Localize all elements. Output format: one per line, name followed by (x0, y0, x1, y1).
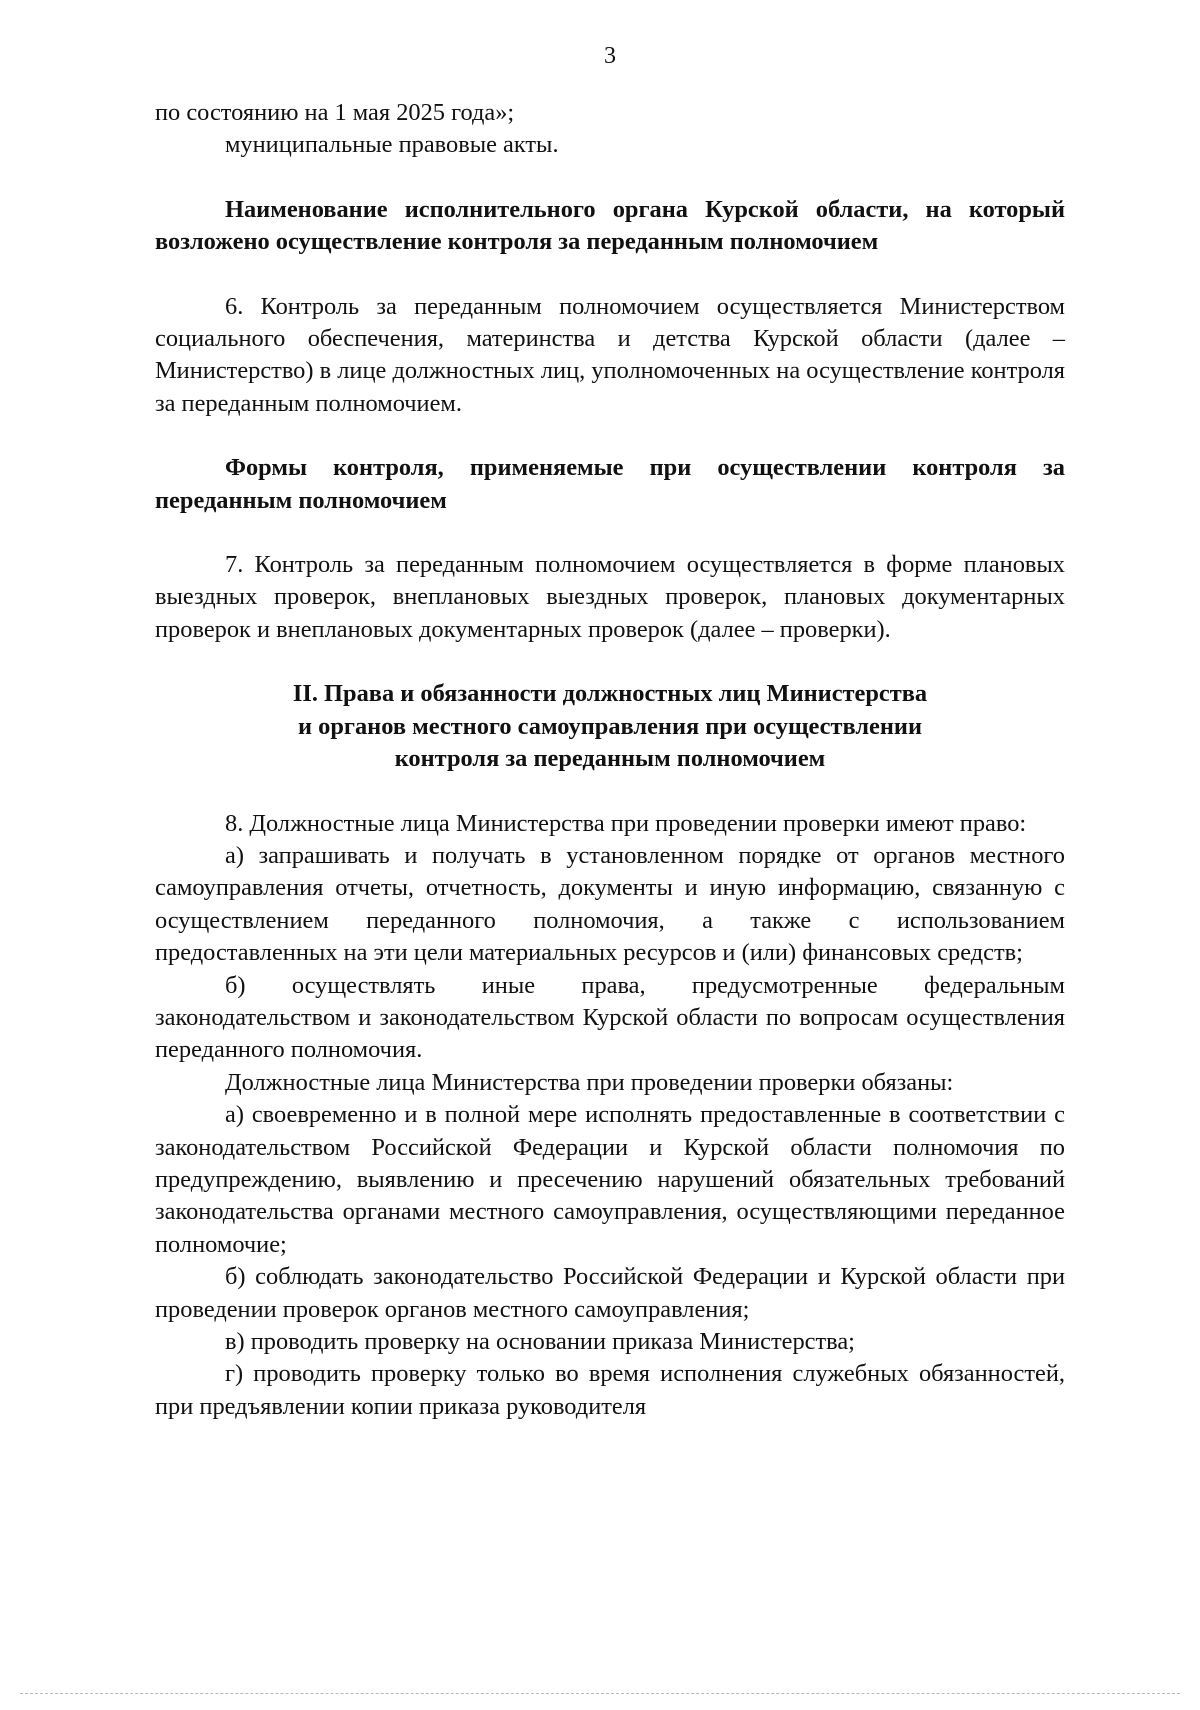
section-heading-line-3: контроля за переданным полномочием (394, 745, 826, 773)
paragraph-continuation: по состоянию на 1 мая 2025 года»; (155, 99, 515, 126)
section-heading-line-2: и органов местного самоуправления при осуществлении (298, 712, 922, 740)
heading-control-forms: Формы контроля, применяемые при осуществлении контроля за переданным полномочием (155, 454, 1065, 514)
heading-executive-body: Наименование исполнительного органа Курской области, на который возложено осуществление контроля за переданным полномочием (155, 195, 1065, 256)
paragraph-municipal-acts: муниципальные правовые акты. (225, 131, 559, 159)
document-body (155, 97, 1065, 1423)
paragraph-duties-v: в) проводить проверку на основании приказа Министерства; (225, 1328, 855, 1355)
paragraph-duties-intro: Должностные лица Министерства при проведении проверки обязаны: (225, 1068, 954, 1096)
paragraph-6: 6. Контроль за переданным полномочием осуществляется Министерством социального обеспечения, материнства и детства Курской области (далее – Министерство) в лице должностных лиц, уполномоченных на осуществление контроля за переданным полномочием. (155, 292, 1065, 417)
section-heading-ii (155, 678, 1065, 775)
paragraph-7: 7. Контроль за переданным полномочием осуществляется в форме плановых выездных проверок, внеплановых выездных проверок, плановых документарных проверок и внеплановых документарных проверок (далее – проверки). (155, 551, 1065, 643)
paragraph-8-a: а) запрашивать и получать в установленном порядке от органов местного самоуправления отчеты, отчетность, документы и иную информацию, связанную с осуществлением переданного полномочия, а также с использованием предоставленных на эти цели материальных ресурсов и (или) финансовых средств; (155, 841, 1065, 967)
paragraph-duties-g: г) проводить проверку только во время исполнения служебных обязанностей, при предъявлении копии приказа руководителя (155, 1360, 1065, 1420)
paragraph-duties-b: б) соблюдать законодательство Российской Федерации и Курской области при проведении проверок органов местного самоуправления; (155, 1263, 1065, 1323)
section-heading-line-1: II. Права и обязанности должностных лиц Министерства (292, 680, 928, 708)
page-number: 3 (604, 43, 616, 69)
scan-edge-line (20, 1693, 1180, 1694)
paragraph-8-b: б) осуществлять иные права, предусмотренные федеральным законодательством и законодательством Курской области по вопросам осуществления переданного полномочия. (155, 971, 1065, 1064)
paragraph-duties-a: а) своевременно и в полной мере исполнять предоставленные в соответствии с законодательством Российской Федерации и Курской области полномочия по предупреждению, выявлению и пресечению нарушений обязательных требований законодательства органами местного самоуправления, осуществляющими переданное полномочие; (155, 1101, 1065, 1258)
paragraph-8: 8. Должностные лица Министерства при проведении проверки имеют право: (225, 809, 1027, 837)
